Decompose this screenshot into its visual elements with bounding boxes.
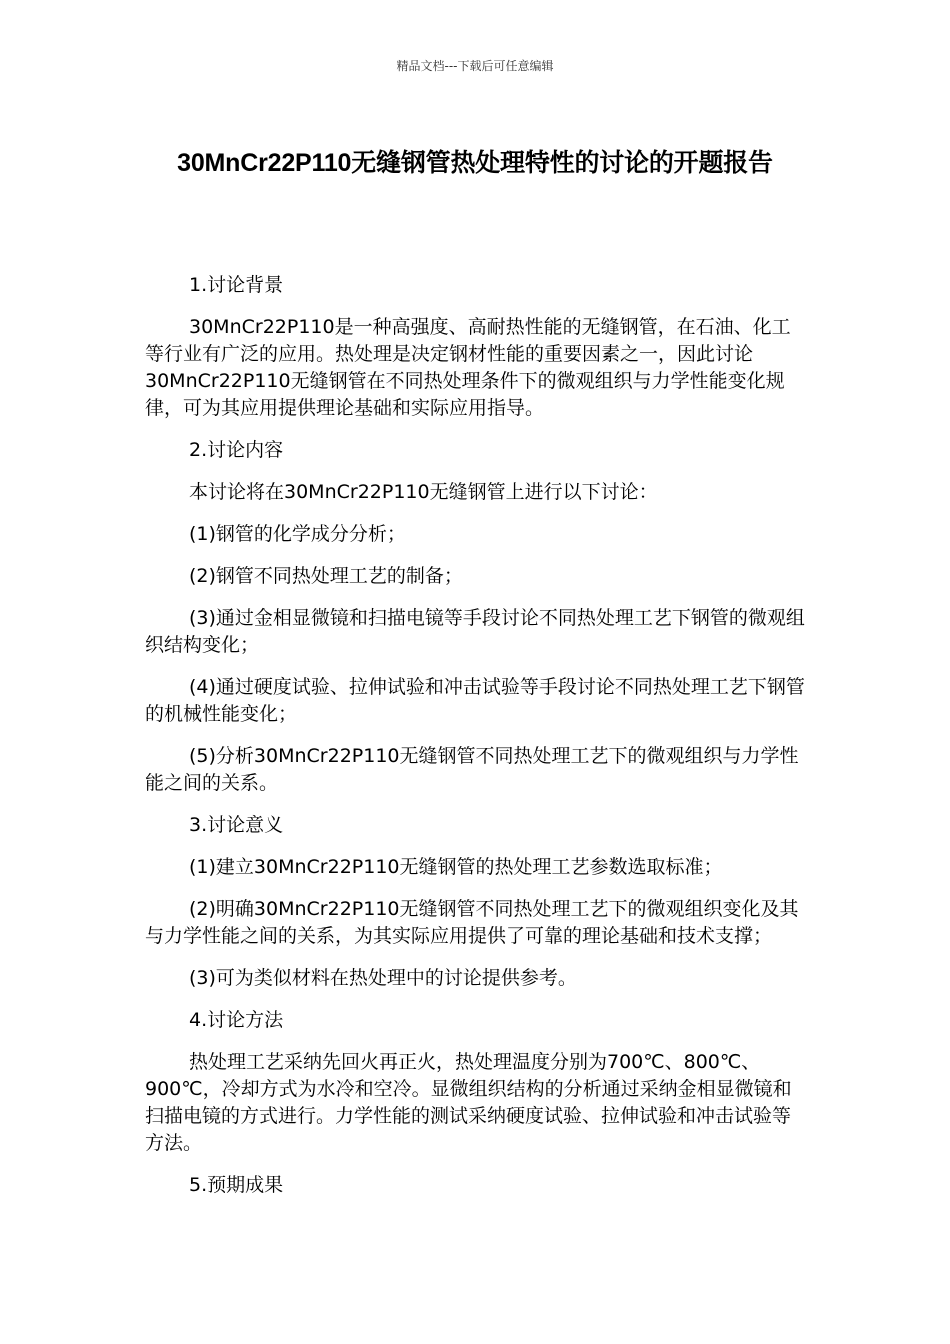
- section-heading-significance: 3.讨论意义: [189, 814, 284, 836]
- list-item: (3)可为类似材料在热处理中的讨论提供参考。: [189, 967, 577, 989]
- paragraph-content-intro: 本讨论将在30MnCr22P110无缝钢管上进行以下讨论：: [189, 481, 658, 503]
- list-item: (3)通过金相显微镜和扫描电镜等手段讨论不同热处理工艺下钢管的微观组织结构变化；: [145, 607, 805, 656]
- list-item: (4)通过硬度试验、拉伸试验和冲击试验等手段讨论不同热处理工艺下钢管的机械性能变化；: [145, 676, 805, 725]
- section-heading-method: 4.讨论方法: [189, 1009, 284, 1031]
- list-item: (5)分析30MnCr22P110无缝钢管不同热处理工艺下的微观组织与力学性能之间的关系。: [145, 745, 799, 794]
- list-item: (1)钢管的化学成分分析；: [189, 523, 406, 545]
- section-heading-content: 2.讨论内容: [189, 439, 284, 461]
- list-item: (2)钢管不同热处理工艺的制备；: [189, 565, 463, 587]
- section-heading-background: 1.讨论背景: [189, 274, 284, 296]
- header-note: 精品文档---下载后可任意编辑: [396, 59, 554, 73]
- paragraph-method: 热处理工艺采纳先回火再正火，热处理温度分别为700℃、800℃、900℃，冷却方式为水冷和空冷。显微组织结构的分析通过采纳金相显微镜和扫描电镜的方式进行。力学性能的测试采纳硬度试验、拉伸试验和冲击试验等方法。: [145, 1051, 792, 1154]
- paragraph-background: 30MnCr22P110是一种高强度、高耐热性能的无缝钢管，在石油、化工等行业有广泛的应用。热处理是决定钢材性能的重要因素之一，因此讨论30MnCr22P110无缝钢管在不同热处理条件下的微观组织与力学性能变化规律，可为其应用提供理论基础和实际应用指导。: [145, 316, 791, 419]
- section-heading-results: 5.预期成果: [189, 1174, 284, 1196]
- list-item: (1)建立30MnCr22P110无缝钢管的热处理工艺参数选取标准；: [189, 856, 723, 878]
- document-title: 30MnCr22P110无缝钢管热处理特性的讨论的开题报告: [177, 149, 773, 177]
- list-item: (2)明确30MnCr22P110无缝钢管不同热处理工艺下的微观组织变化及其与力学性能之间的关系，为其实际应用提供了可靠的理论基础和技术支撑；: [145, 898, 799, 947]
- document-body: [145, 272, 805, 1214]
